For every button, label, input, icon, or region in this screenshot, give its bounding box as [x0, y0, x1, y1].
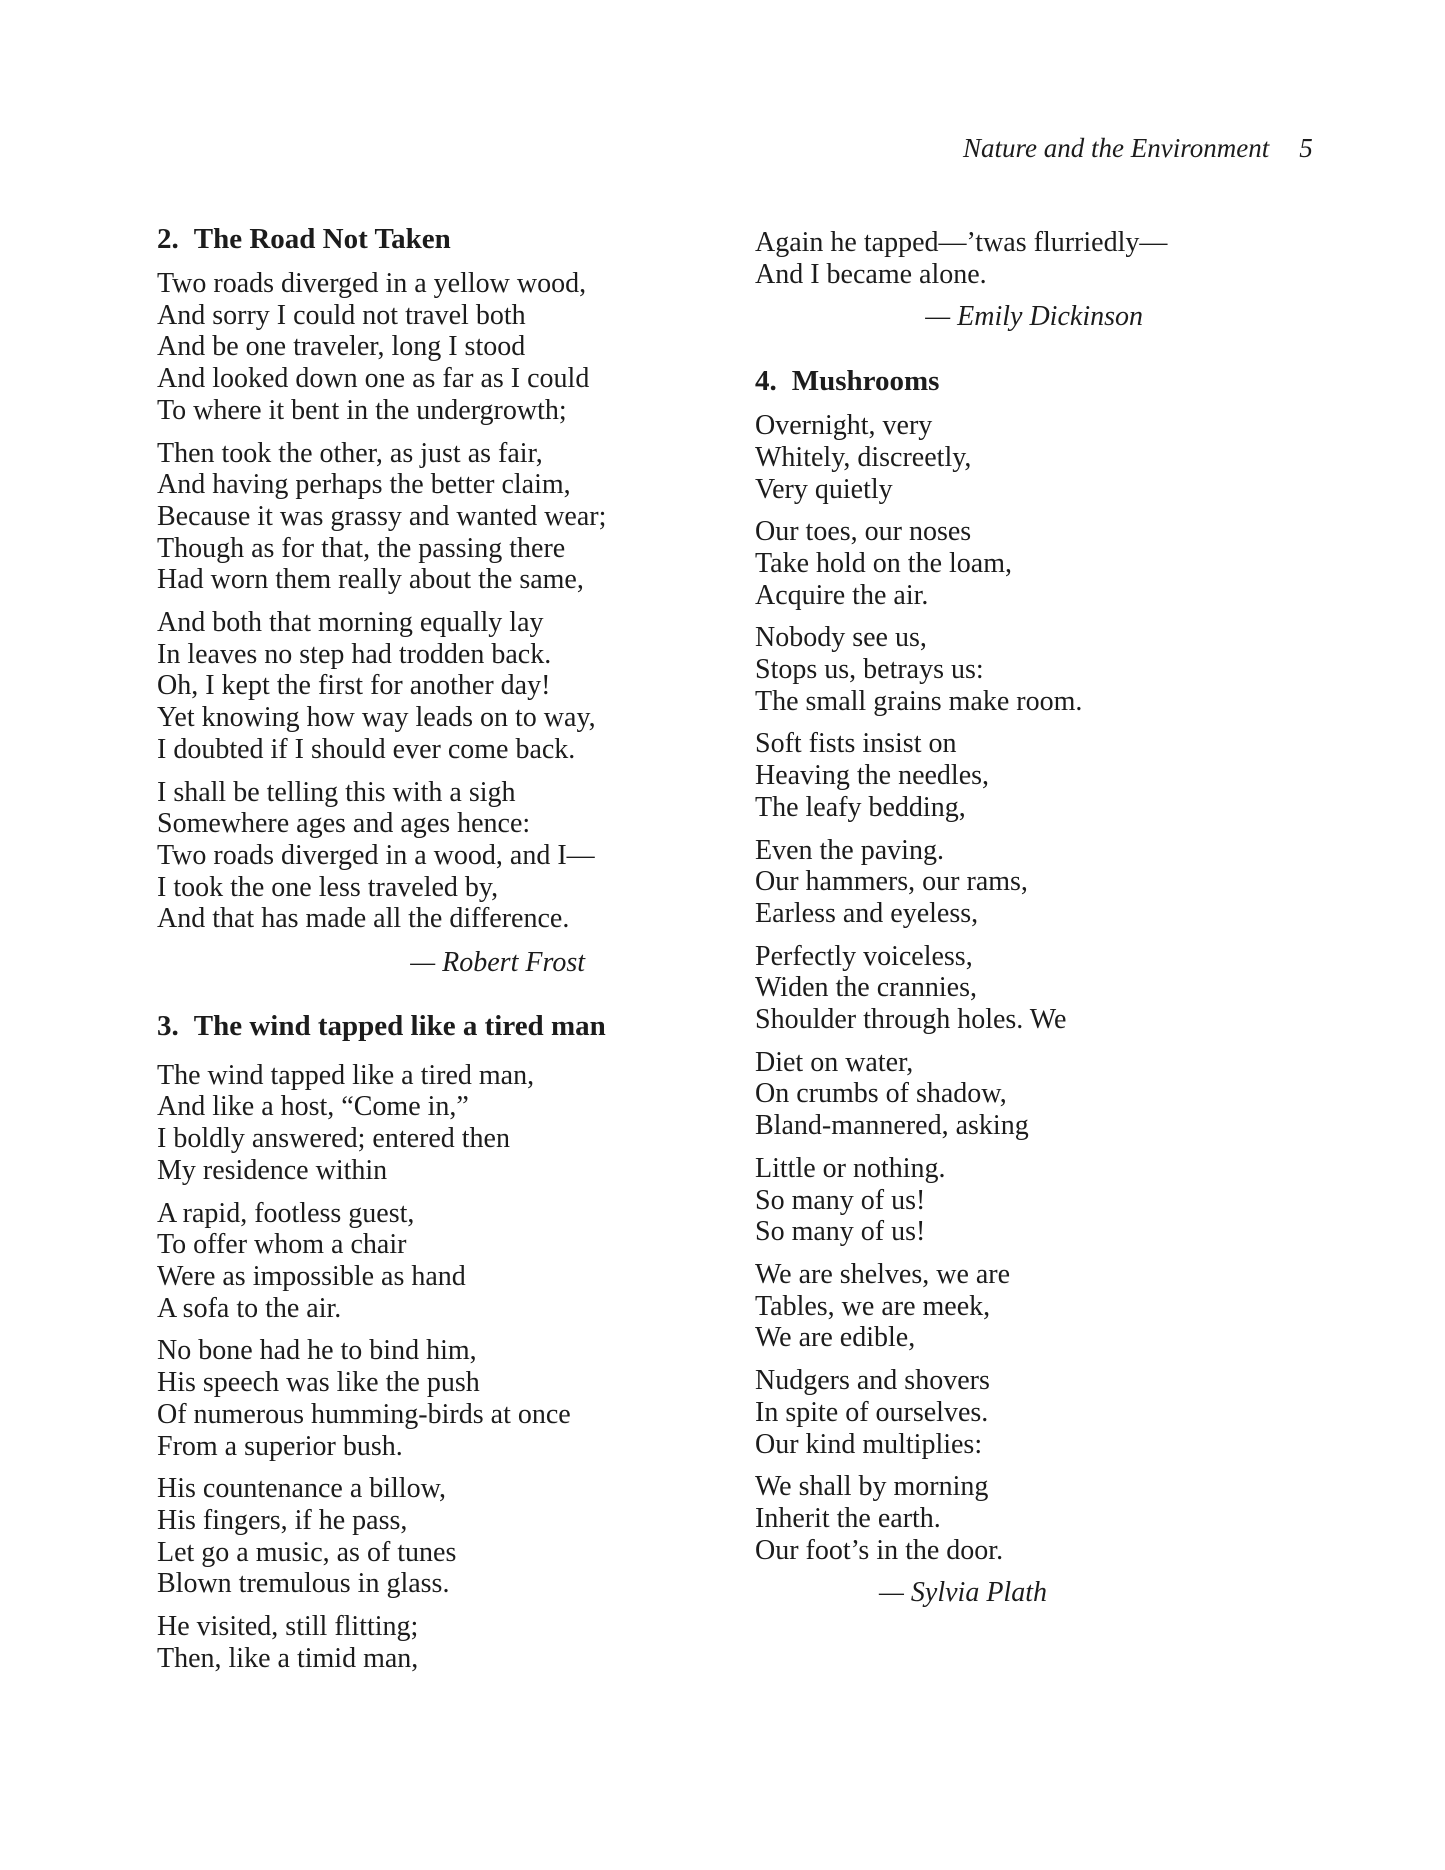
- attribution-robert-frost: — Robert Frost: [410, 947, 585, 979]
- poem-line: A rapid, footless guest,: [157, 1197, 415, 1229]
- stanza: [755, 227, 1175, 290]
- poem-line: Then took the other, as just as fair,: [157, 437, 543, 469]
- poem-line: I took the one less traveled by,: [157, 871, 499, 903]
- poem-line: No bone had he to bind him,: [157, 1335, 477, 1367]
- poem-line: Whitely, discreetly,: [755, 441, 972, 473]
- poem-line: And be one traveler, long I stood: [157, 331, 526, 363]
- poem-line: Widen the crannies,: [755, 972, 978, 1004]
- poem-line: Little or nothing.: [755, 1152, 946, 1184]
- poem-line: Nudgers and shovers: [755, 1365, 990, 1397]
- poem-line: And sorry I could not travel both: [157, 299, 526, 331]
- poem-line: Perfectly voiceless,: [755, 940, 973, 972]
- poem-line: The wind tapped like a tired man,: [157, 1059, 535, 1091]
- poem-line: Again he tapped—’twas flurriedly—: [755, 227, 1168, 258]
- attribution-emily-dickinson: — Emily Dickinson: [925, 301, 1143, 333]
- right-column: [755, 227, 1175, 1609]
- stanza: [157, 607, 622, 766]
- poem-line: Bland-mannered, asking: [755, 1110, 1029, 1142]
- poem-line: Shoulder through holes. We: [755, 1004, 1067, 1036]
- poem-line: And I became alone.: [755, 258, 987, 290]
- poem-4-title: Mushrooms: [791, 365, 940, 398]
- stanza: [157, 1198, 622, 1325]
- poem-line: His fingers, if he pass,: [157, 1504, 408, 1536]
- poem-line: And that has made all the difference.: [157, 903, 570, 935]
- poem-line: The leafy bedding,: [755, 791, 966, 823]
- stanza: [157, 1060, 622, 1187]
- poem-line: Inherit the earth.: [755, 1502, 941, 1534]
- poem-line: Yet knowing how way leads on to way,: [157, 702, 596, 734]
- poem-line: Stops us, betrays us:: [755, 654, 984, 686]
- poem-line: My residence within: [157, 1154, 388, 1186]
- poem-line: Let go a music, as of tunes: [157, 1536, 457, 1568]
- poem-line: Two roads diverged in a wood, and I—: [157, 839, 595, 871]
- poem-2-title: The Road Not Taken: [193, 223, 451, 255]
- poem-line: Our toes, our noses: [755, 516, 972, 548]
- poem-line: Earless and eyeless,: [755, 897, 979, 929]
- stanza: [157, 1611, 622, 1674]
- poem-line: Overnight, very: [755, 410, 933, 442]
- poem-line: He visited, still flitting;: [157, 1611, 419, 1643]
- poem-4-number: 4.: [755, 365, 777, 398]
- poem-line: Somewhere ages and ages hence:: [157, 808, 531, 840]
- header-title: Nature and the Environment: [963, 133, 1270, 163]
- stanza: [157, 1335, 622, 1462]
- running-header: [963, 132, 1313, 164]
- stanza: [755, 1259, 1175, 1354]
- poem-line: In spite of ourselves.: [755, 1396, 989, 1428]
- poem-line: The small grains make room.: [755, 685, 1083, 717]
- stanza: [755, 941, 1175, 1036]
- poem-line: And like a host, “Come in,”: [157, 1091, 469, 1123]
- left-column: [157, 222, 622, 1685]
- poem-line: Of numerous humming-birds at once: [157, 1398, 571, 1430]
- stanza: [755, 728, 1175, 823]
- poem-line: To where it bent in the undergrowth;: [157, 394, 567, 426]
- poem-line: His speech was like the push: [157, 1367, 480, 1399]
- poem-2-heading: [157, 222, 622, 256]
- stanza: [755, 1047, 1175, 1142]
- poem-line: Very quietly: [755, 473, 893, 505]
- poem-line: Even the paving.: [755, 834, 944, 866]
- poem-line: We shall by morning: [755, 1471, 989, 1503]
- poem-line: Heaving the needles,: [755, 760, 990, 792]
- stanza: [755, 1471, 1175, 1566]
- stanza: [157, 438, 622, 597]
- stanza: [755, 622, 1175, 717]
- poem-line: Though as for that, the passing there: [157, 532, 566, 564]
- stanza: [755, 1153, 1175, 1248]
- poem-line: From a superior bush.: [157, 1430, 403, 1462]
- stanza: [755, 1365, 1175, 1460]
- poem-line: Then, like a timid man,: [157, 1642, 419, 1674]
- poem-4-heading: [755, 364, 1175, 398]
- poem-line: Our foot’s in the door.: [755, 1534, 1004, 1566]
- poem-line: Had worn them really about the same,: [157, 564, 584, 596]
- attribution-sylvia-plath: — Sylvia Plath: [879, 1577, 1047, 1609]
- poem-line: And having perhaps the better claim,: [157, 469, 571, 501]
- poem-line: Were as impossible as hand: [157, 1260, 466, 1292]
- poem-3-title: The wind tapped like a tired man: [193, 1009, 606, 1042]
- stanza: [157, 777, 622, 936]
- poem-line: Take hold on the loam,: [755, 547, 1012, 579]
- stanza: [157, 1473, 622, 1600]
- poem-line: Because it was grassy and wanted wear;: [157, 500, 607, 532]
- poem-2-number: 2.: [157, 223, 179, 255]
- poem-3-heading: [157, 1009, 622, 1043]
- poem-line: Two roads diverged in a yellow wood,: [157, 268, 587, 299]
- poem-line: Soft fists insist on: [755, 728, 957, 760]
- poem-3-number: 3.: [157, 1009, 179, 1042]
- stanza: [755, 410, 1175, 505]
- poem-line: To offer whom a chair: [157, 1229, 407, 1261]
- poem-line: Our hammers, our rams,: [755, 866, 1028, 898]
- poem-line: I shall be telling this with a sigh: [157, 776, 516, 808]
- poem-line: I doubted if I should ever come back.: [157, 733, 576, 765]
- poem-line: And looked down one as far as I could: [157, 363, 590, 395]
- poem-line: Acquire the air.: [755, 579, 929, 611]
- poem-line: His countenance a billow,: [157, 1473, 446, 1505]
- poem-line: In leaves no step had trodden back.: [157, 638, 552, 670]
- poem-line: A sofa to the air.: [157, 1292, 342, 1324]
- poem-line: Blown tremulous in glass.: [157, 1568, 450, 1600]
- poem-line: On crumbs of shadow,: [755, 1078, 1007, 1110]
- poem-line: So many of us!: [755, 1216, 926, 1248]
- poem-line: Nobody see us,: [755, 622, 927, 654]
- poem-line: We are shelves, we are: [755, 1258, 1011, 1290]
- poem-line: Oh, I kept the first for another day!: [157, 670, 551, 702]
- poem-line: We are edible,: [755, 1322, 916, 1354]
- stanza: [755, 835, 1175, 930]
- poem-line: Diet on water,: [755, 1046, 914, 1078]
- poem-line: Tables, we are meek,: [755, 1290, 991, 1322]
- stanza: [157, 268, 622, 427]
- poem-line: So many of us!: [755, 1184, 926, 1216]
- poem-line: I boldly answered; entered then: [157, 1123, 510, 1155]
- poem-line: Our kind multiplies:: [755, 1428, 983, 1460]
- poem-line: And both that morning equally lay: [157, 607, 544, 639]
- stanza: [755, 516, 1175, 611]
- page-number: 5: [1299, 133, 1313, 163]
